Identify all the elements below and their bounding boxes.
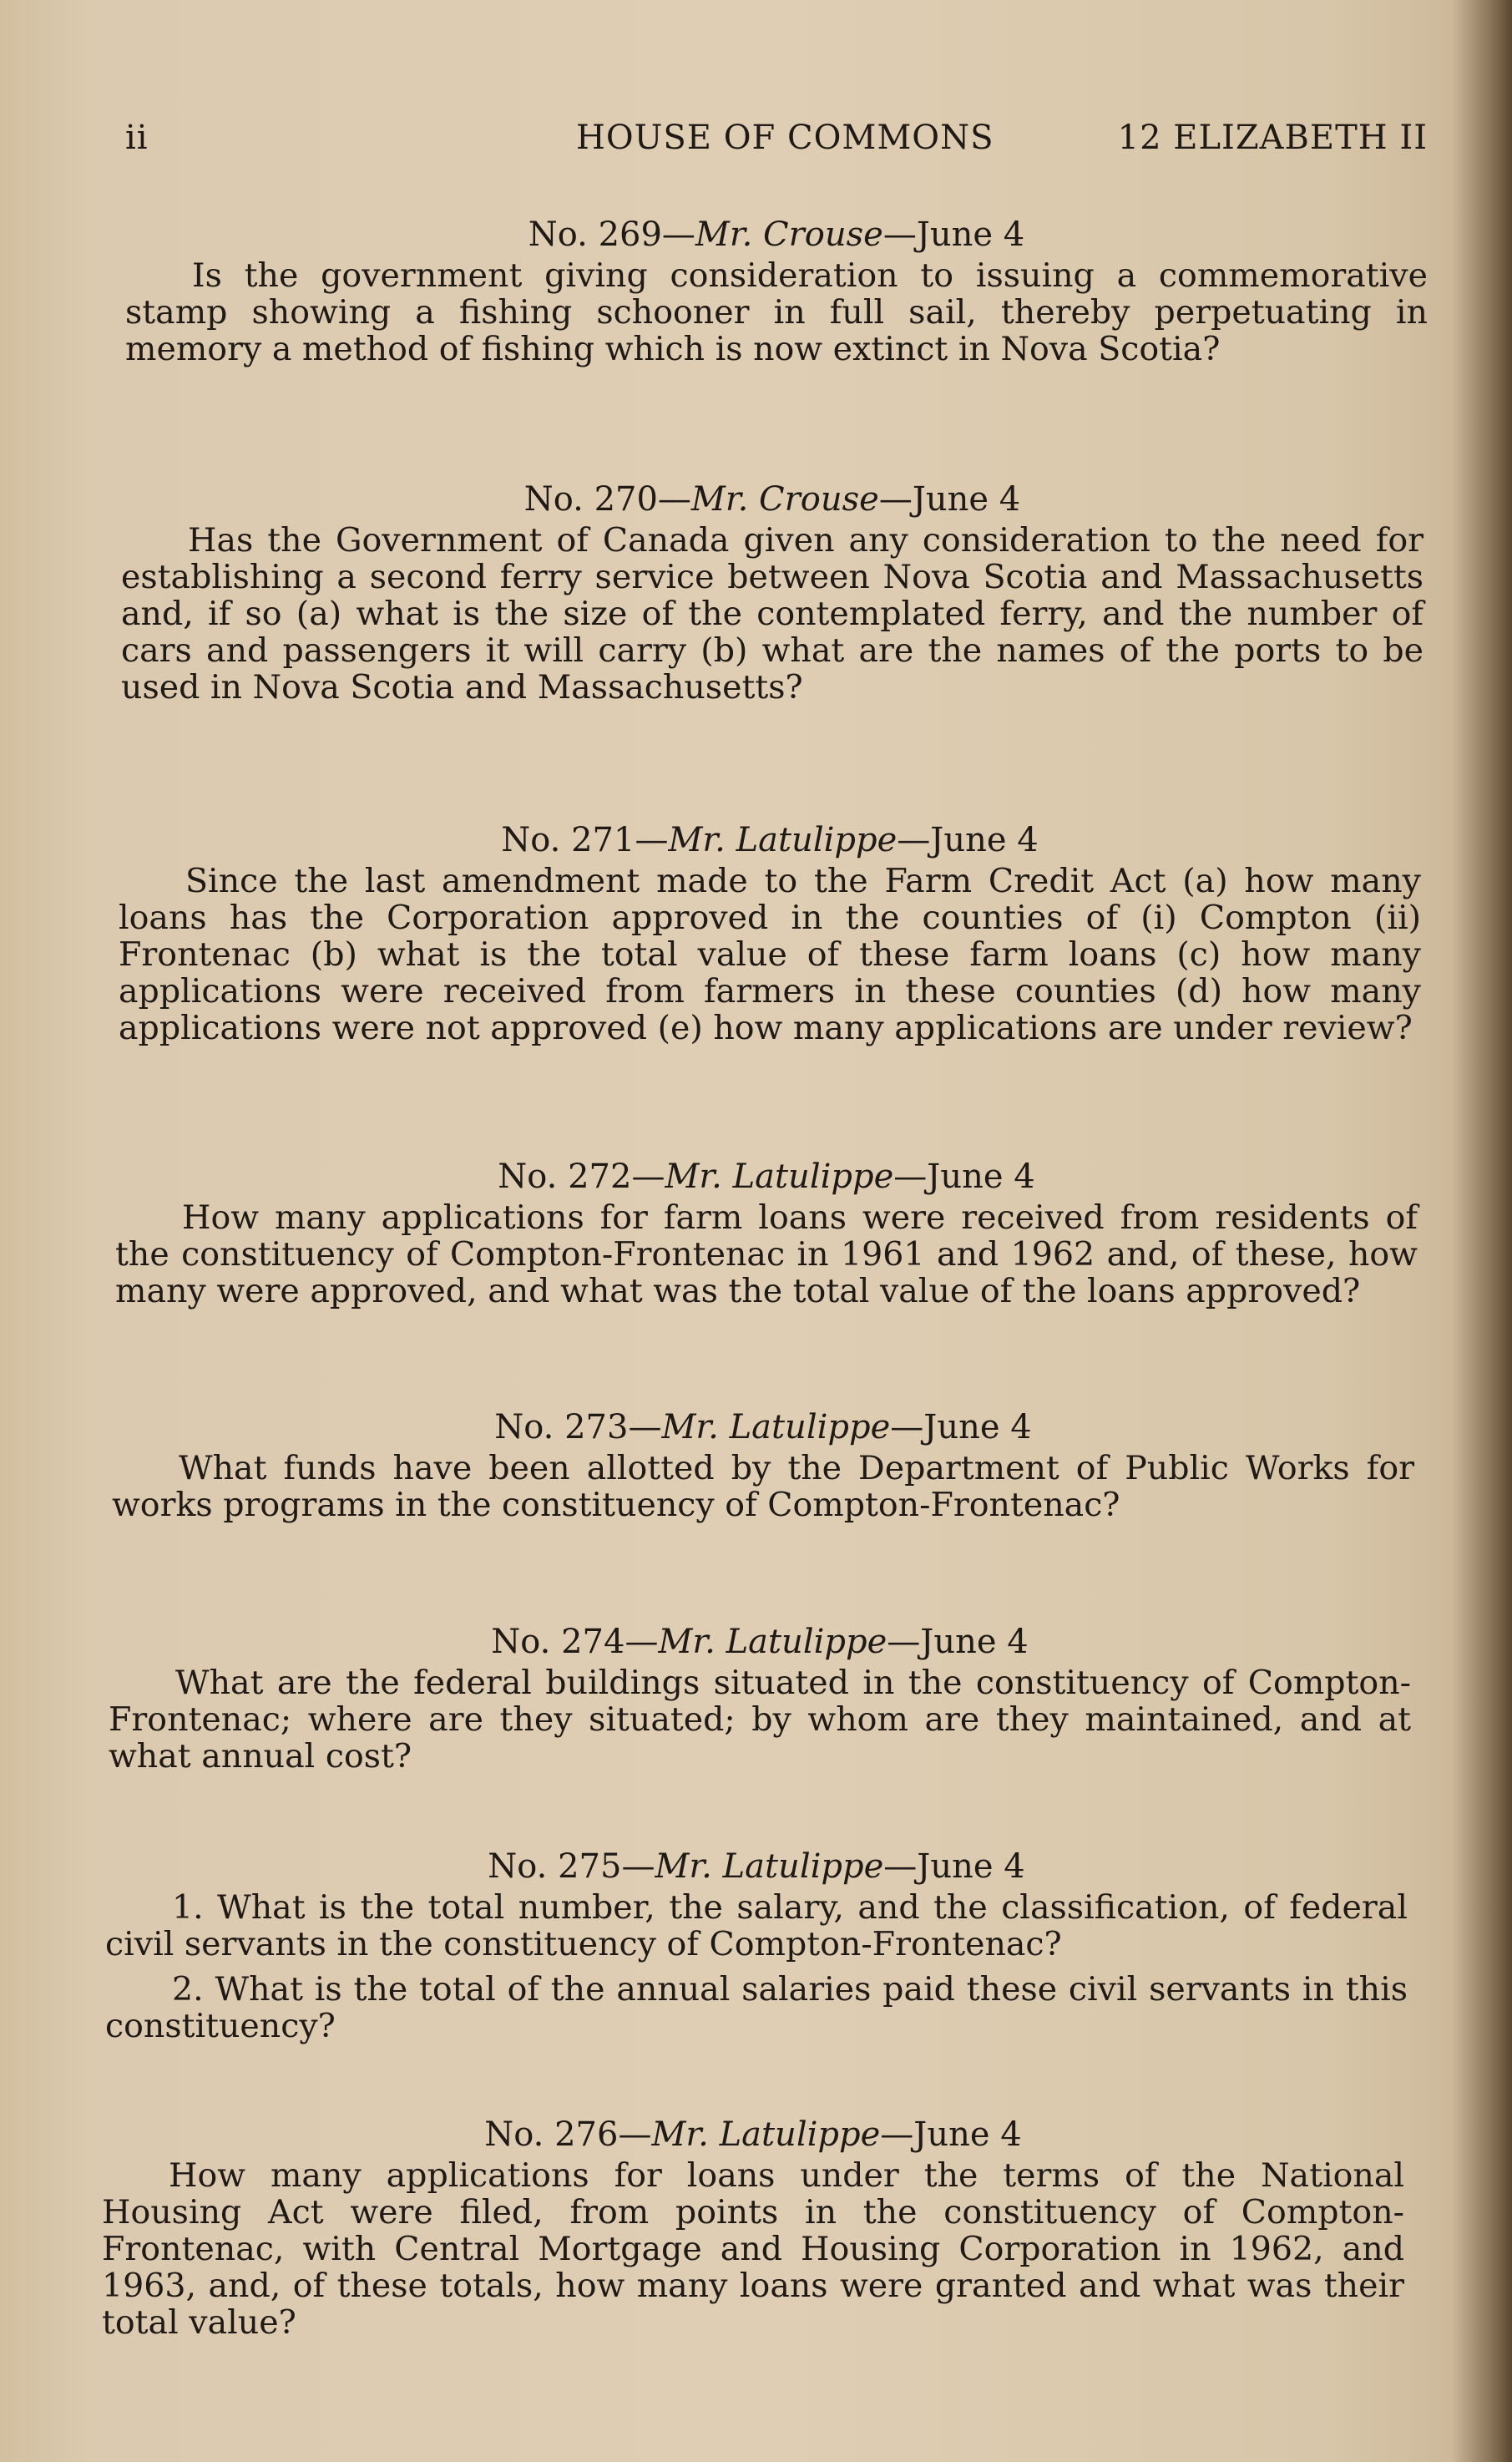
question-body (119, 863, 1421, 1046)
question-member: Mr. Latulippe (651, 2115, 881, 2154)
question-number: No. 271 (501, 821, 635, 859)
question-date: June 4 (930, 821, 1039, 859)
question-date: June 4 (917, 1847, 1025, 1886)
question-heading: No. 270—Mr. Crouse—June 4 (523, 480, 1021, 519)
question-paragraph: 1. What is the total number, the salary, and the classification, of federal civil servants in the constituency of Compton-Frontenac? (105, 1888, 1408, 1963)
question-date: June 4 (916, 215, 1025, 254)
question-number: No. 269 (528, 215, 662, 254)
question-heading: No. 272—Mr. Latulippe—June 4 (498, 1158, 1035, 1196)
question-274 (109, 1623, 1411, 1775)
header-reign: 12 ELIZABETH II (1117, 119, 1428, 157)
question-member: Mr. Latulippe (655, 1847, 884, 1886)
question-number: No. 272 (498, 1158, 632, 1196)
question-paragraph: Has the Government of Canada given any consideration to the need for establishing a second ferry service between Nova Scotia and Massachusetts and, if so (a) what is the size of the contemplated ferry, and the number of cars and passengers it will carry (b) what are the names of the ports to be used in Nova Scotia and Massachusetts? (121, 521, 1424, 707)
question-heading: No. 269—Mr. Crouse—June 4 (528, 215, 1025, 254)
question-body (115, 1199, 1418, 1310)
question-paragraph: What are the federal buildings situated in the constituency of Compton-Frontenac; where are they situated; by whom are they maintained, and at what annual cost? (109, 1664, 1411, 1776)
question-275 (105, 1847, 1408, 2044)
question-date: June 4 (927, 1158, 1035, 1196)
question-paragraph: 2. What is the total of the annual salaries paid these civil servants in this constituency? (105, 1970, 1408, 2045)
question-276 (102, 2115, 1404, 2341)
question-heading: No. 274—Mr. Latulippe—June 4 (491, 1623, 1029, 1661)
question-number: No. 275 (488, 1847, 622, 1886)
page-number: ii (125, 119, 149, 157)
question-269 (125, 215, 1428, 367)
question-date: June 4 (912, 480, 1021, 519)
question-272 (115, 1158, 1418, 1310)
question-number: No. 273 (494, 1408, 629, 1446)
question-paragraph: Is the government giving consideration to issuing a commemorative stamp showing a fishing schooner in full sail, thereby perpetuating in memory a method of fishing which is now extinct in Nova Scotia? (125, 256, 1428, 368)
question-paragraph: How many applications for loans under the terms of the National Housing Act were filed, from points in the constituency of Compton-Frontenac, with Central Mortgage and Housing Corporation in 1962, and 1963, and, of these totals, how many loans were granted and what was their total value? (102, 2156, 1404, 2342)
question-270 (121, 480, 1424, 706)
question-heading: No. 275—Mr. Latulippe—June 4 (488, 1847, 1025, 1886)
question-body (121, 522, 1424, 706)
question-member: Mr. Latulippe (661, 1408, 891, 1446)
question-date: June 4 (920, 1623, 1029, 1661)
question-heading: No. 273—Mr. Latulippe—June 4 (494, 1408, 1032, 1446)
question-date: June 4 (913, 2115, 1022, 2154)
question-body (109, 1664, 1411, 1775)
question-paragraph: How many applications for farm loans were received from residents of the constituency of Compton-Frontenac in 1961 and 1962 and, of these, how many were approved, and what was the total value of the loans approved? (115, 1198, 1418, 1310)
question-number: No. 270 (523, 480, 658, 519)
question-number: No. 274 (491, 1623, 625, 1661)
question-paragraph: What funds have been allotted by the Department of Public Works for works programs in the constituency of Compton-Frontenac? (112, 1449, 1414, 1524)
header-title: HOUSE OF COMMONS (576, 119, 994, 157)
question-member: Mr. Latulippe (658, 1623, 887, 1661)
question-body (105, 1889, 1408, 2044)
question-date: June 4 (923, 1408, 1032, 1446)
question-body (102, 2157, 1404, 2341)
question-body (112, 1450, 1414, 1523)
question-271 (119, 821, 1421, 1046)
question-body (125, 257, 1428, 367)
question-heading: No. 276—Mr. Latulippe—June 4 (484, 2115, 1022, 2154)
question-member: Mr. Crouse (695, 215, 883, 254)
question-paragraph: Since the last amendment made to the Farm Credit Act (a) how many loans has the Corporation approved in the counties of (i) Compton (ii) Frontenac (b) what is the total value of these farm loans (c) how many applications were received from farmers in these counties (d) how many applications were not approved (e) how many applications are under review? (119, 862, 1421, 1047)
question-member: Mr. Latulippe (668, 821, 898, 859)
question-member: Mr. Latulippe (665, 1158, 894, 1196)
question-member: Mr. Crouse (690, 480, 879, 519)
running-header (125, 119, 1428, 169)
question-number: No. 276 (484, 2115, 619, 2154)
question-273 (112, 1408, 1414, 1523)
question-heading: No. 271—Mr. Latulippe—June 4 (501, 821, 1039, 859)
